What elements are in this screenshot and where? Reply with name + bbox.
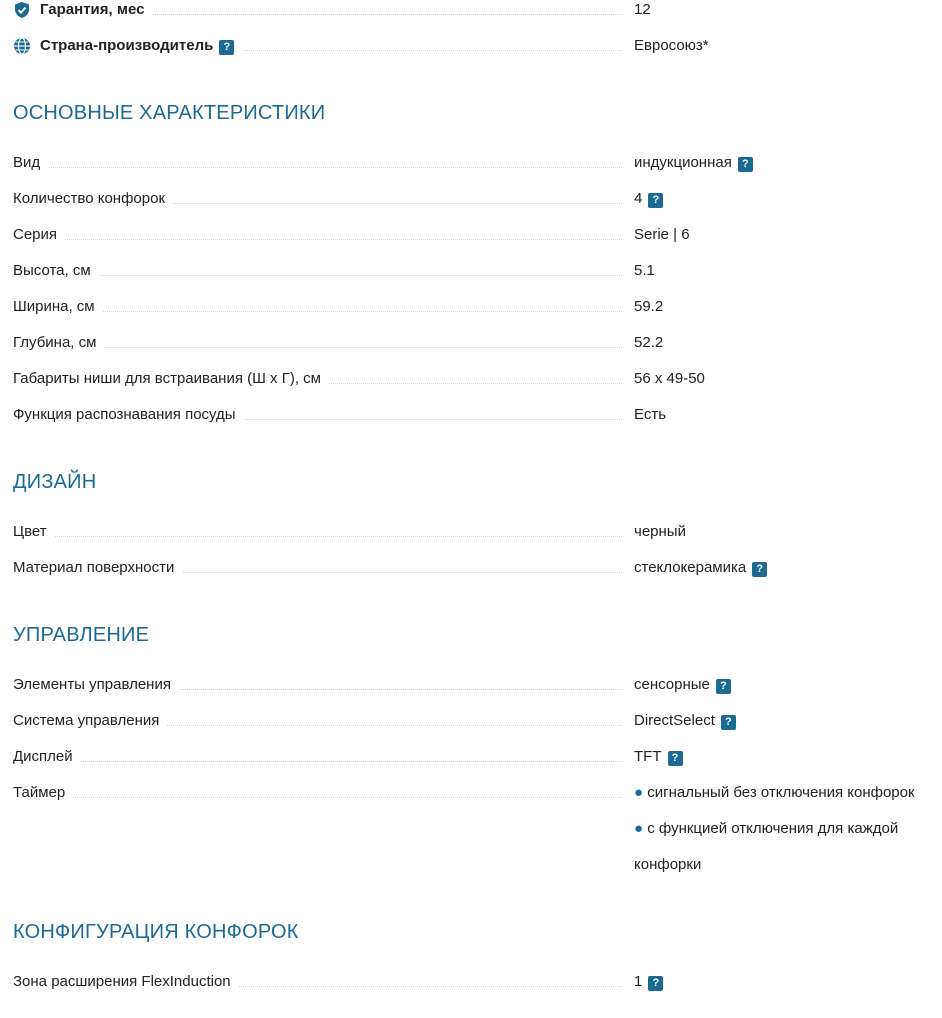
spec-value: DirectSelect ? (634, 711, 736, 731)
leader-dots (13, 275, 622, 276)
spec-label: Зона расширения FlexInduction (13, 972, 239, 992)
spec-label: Гарантия, мес (40, 0, 152, 20)
spec-label: Количество конфорок (13, 189, 173, 209)
spec-value: 5.1 (634, 262, 655, 279)
leader-dots (13, 311, 622, 312)
spec-row-timer (13, 783, 942, 873)
bullet-icon: ● (634, 784, 644, 801)
spec-value: черный (634, 523, 686, 540)
spec-label: Система управления (13, 711, 167, 731)
section-title-main: ОСНОВНЫЕ ХАРАКТЕРИСТИКИ (13, 102, 326, 124)
section-title-design: ДИЗАЙН (13, 471, 97, 493)
spec-value: TFT ? (634, 747, 683, 767)
spec-label: Цвет (13, 522, 55, 542)
leader-dots (13, 167, 622, 168)
help-icon[interactable]: ? (648, 976, 663, 991)
help-icon[interactable]: ? (721, 715, 736, 730)
shield-check-icon (13, 1, 31, 19)
spec-row (13, 675, 942, 699)
spec-value: 4 ? (634, 189, 663, 209)
spec-value: 12 (634, 1, 651, 18)
spec-label: Материал поверхности (13, 558, 182, 578)
spec-label: Функция распознавания посуды (13, 405, 244, 425)
spec-row (13, 405, 942, 429)
help-icon[interactable]: ? (219, 40, 234, 55)
globe-icon (13, 37, 31, 55)
section-title-burners: КОНФИГУРАЦИЯ КОНФОРОК (13, 921, 299, 943)
leader-dots (13, 536, 622, 537)
spec-value-list (634, 775, 939, 883)
help-icon[interactable]: ? (716, 679, 731, 694)
spec-label: Элементы управления (13, 675, 179, 695)
spec-row (13, 153, 942, 177)
help-icon[interactable]: ? (752, 562, 767, 577)
spec-row (13, 261, 942, 285)
spec-row (13, 369, 942, 393)
spec-label: Вид (13, 153, 48, 173)
spec-row (13, 522, 942, 546)
spec-label: Таймер (13, 783, 73, 803)
spec-label: Ширина, см (13, 297, 103, 317)
leader-dots (13, 239, 622, 240)
spec-label: Глубина, см (13, 333, 104, 353)
spec-row (13, 972, 942, 996)
spec-row-country (13, 36, 942, 60)
spec-value: Есть (634, 406, 667, 423)
spec-label: Габариты ниши для встраивания (Ш х Г), см (13, 369, 329, 389)
spec-row (13, 558, 942, 582)
spec-value: 59.2 (634, 298, 664, 315)
help-icon[interactable]: ? (648, 193, 663, 208)
spec-value: Serie | 6 (634, 226, 690, 243)
help-icon[interactable]: ? (668, 751, 683, 766)
spec-value: 52.2 (634, 334, 664, 351)
spec-row (13, 297, 942, 321)
spec-value: 1 ? (634, 972, 663, 992)
spec-label: Дисплей (13, 747, 81, 767)
list-item: ● с функцией отключения для каждой конфорки (634, 820, 899, 873)
spec-value: Евросоюз* (634, 37, 709, 54)
spec-row (13, 711, 942, 735)
list-item: ● сигнальный без отключения конфорок (634, 784, 915, 801)
spec-row (13, 225, 942, 249)
spec-row (13, 189, 942, 213)
spec-label: Серия (13, 225, 65, 245)
spec-value: индукционная ? (634, 153, 753, 173)
section-title-control: УПРАВЛЕНИЕ (13, 624, 150, 646)
spec-label: Страна-производитель ? (40, 36, 242, 56)
spec-value: 56 х 49-50 (634, 370, 705, 387)
spec-value: сенсорные ? (634, 675, 731, 695)
help-icon[interactable]: ? (738, 157, 753, 172)
leader-dots (13, 761, 622, 762)
spec-value: стеклокерамика ? (634, 558, 767, 578)
spec-row (13, 333, 942, 357)
bullet-icon: ● (634, 820, 644, 837)
leader-dots (13, 797, 622, 798)
spec-row-warranty (13, 0, 942, 24)
spec-label: Высота, см (13, 261, 99, 281)
spec-row (13, 747, 942, 771)
